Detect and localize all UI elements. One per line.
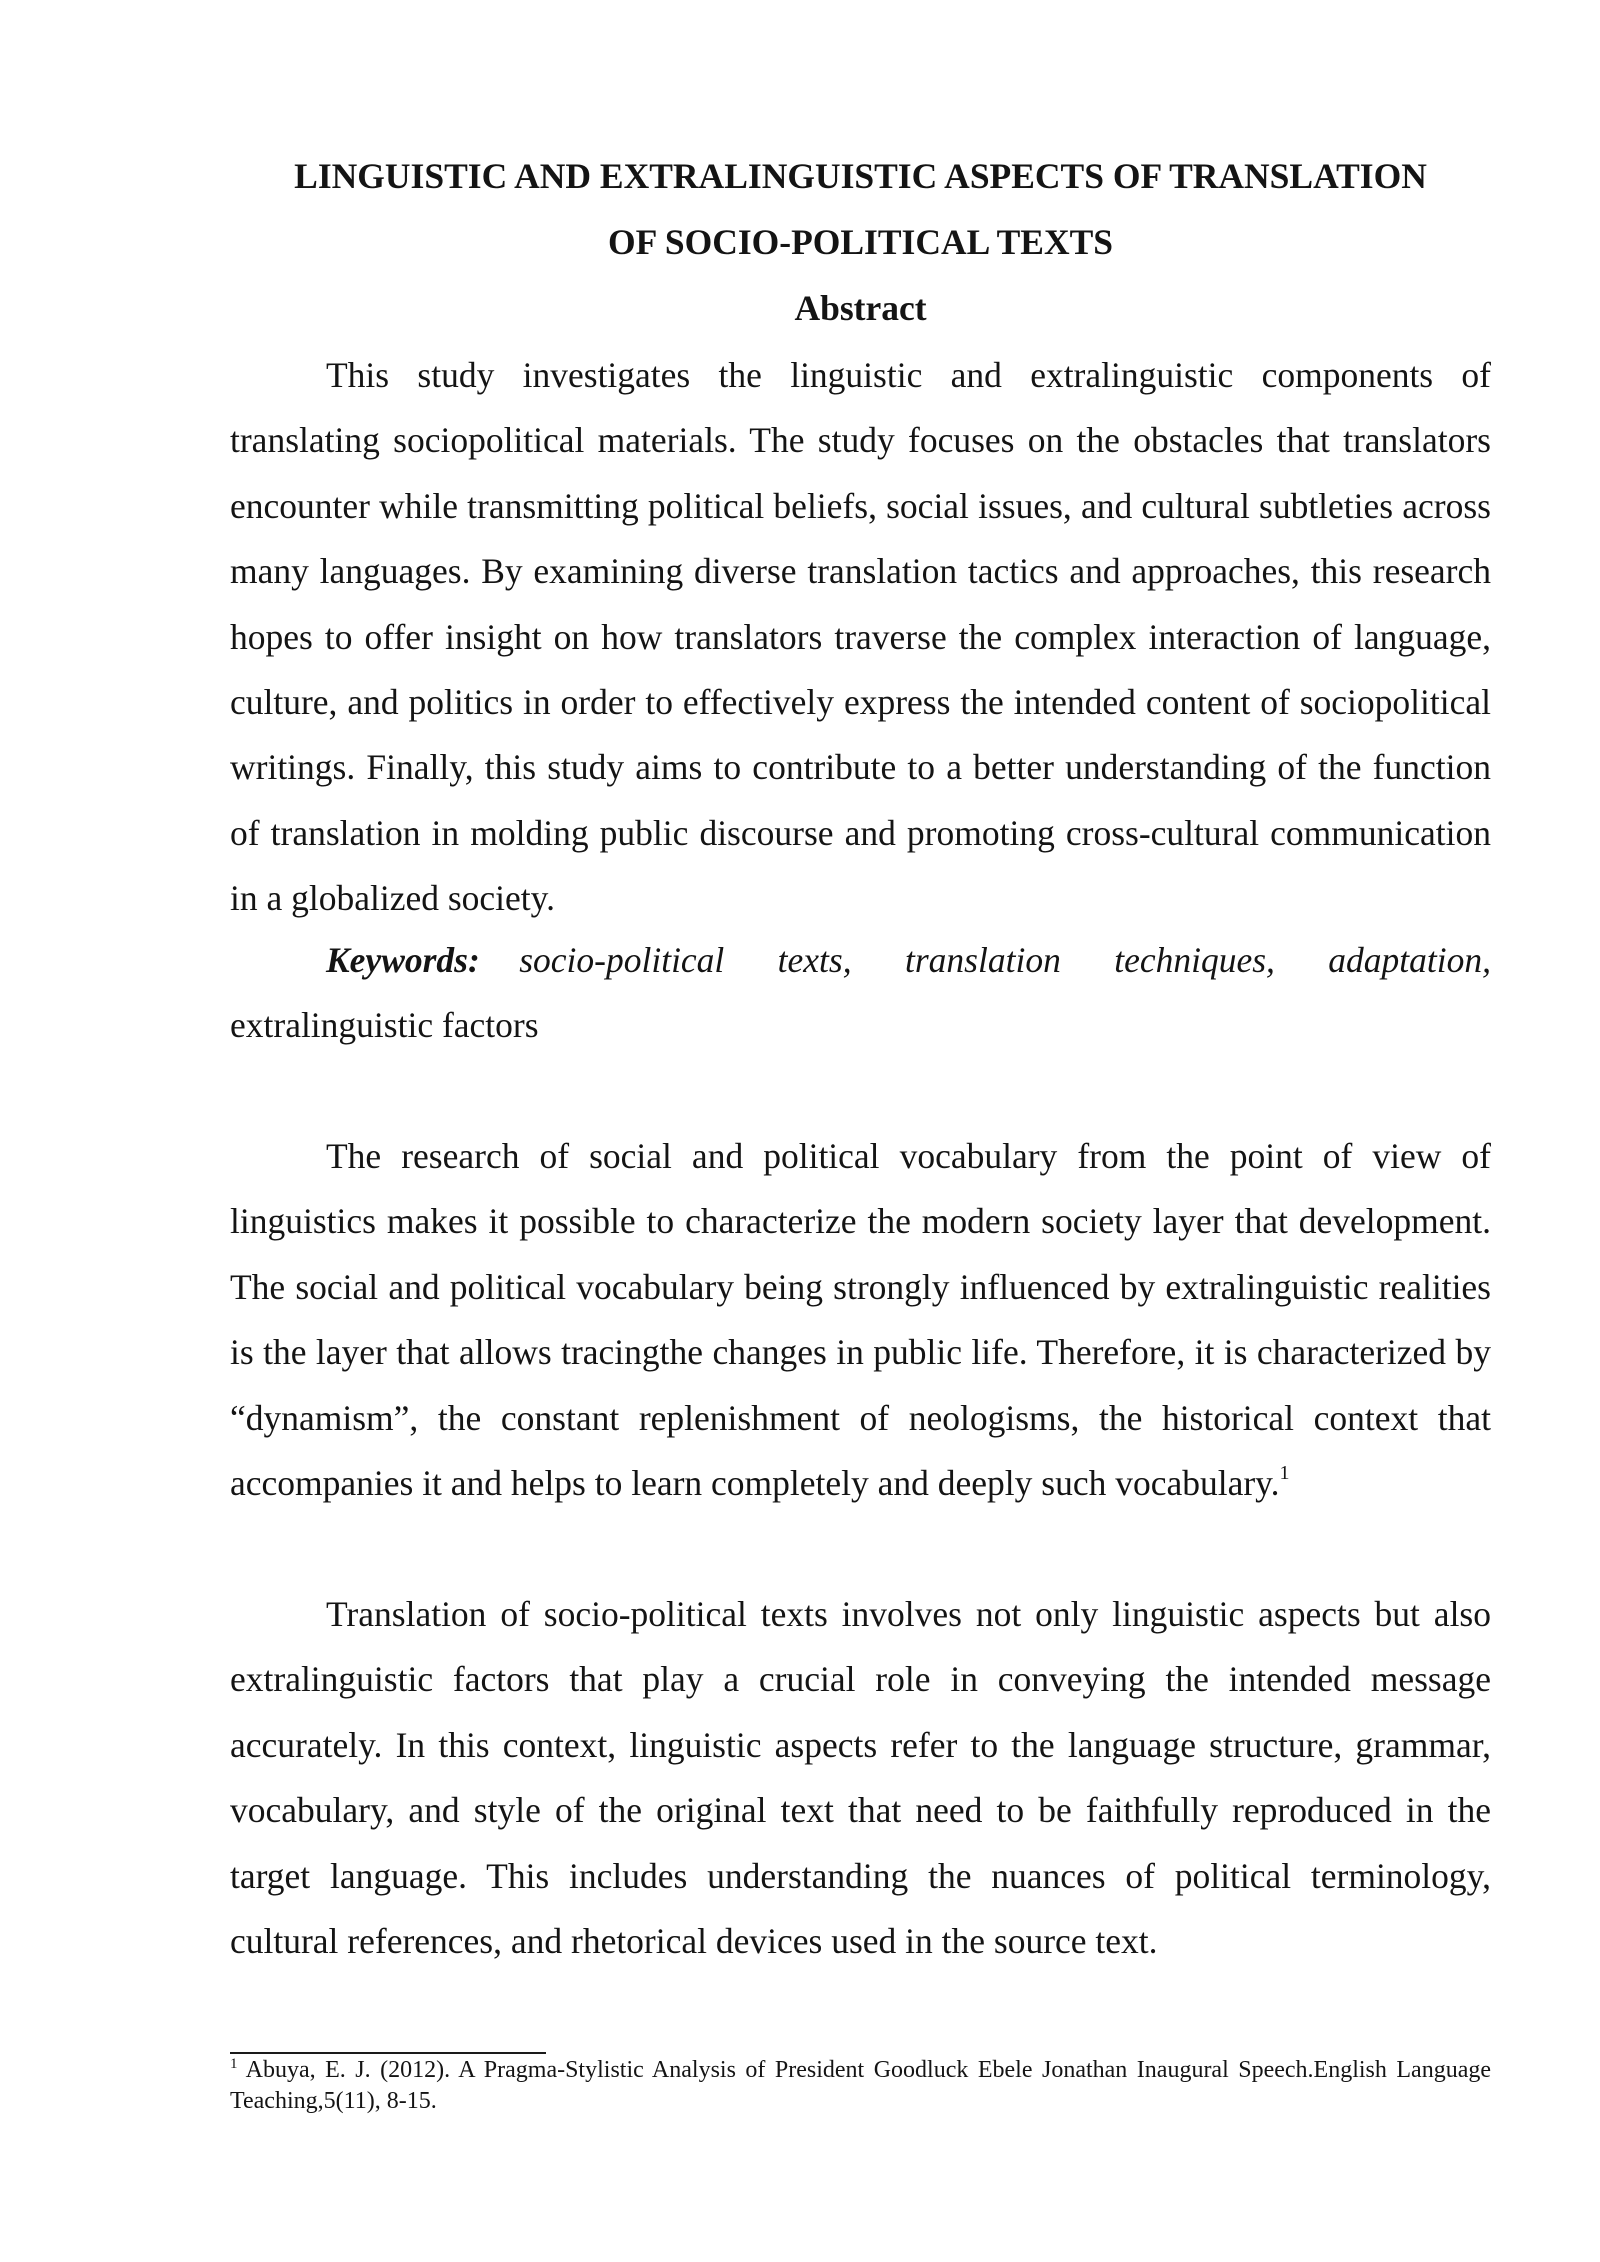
title-line-2: OF SOCIO-POLITICAL TEXTS	[607, 222, 1114, 262]
body-paragraph-1	[230, 1124, 1491, 1516]
keywords-paragraph	[230, 928, 1491, 1059]
footnote-text: Abuya, E. J. (2012). A Pragma-Stylistic Analysis of President Goodluck Ebele Jonathan Inaugural Speech.English Language Teaching,5(11), 8-15.	[230, 2057, 1491, 2114]
keywords-italic-terms: socio-political texts, translation techniques, adaptation,	[519, 940, 1491, 980]
body-paragraph-2: Translation of socio-political texts involves not only linguistic aspects but also extralinguistic factors that play a crucial role in conveying the intended message accurately. In this context, linguistic aspects refer to the language structure, grammar, vocabulary, and style of the original text that need to be faithfully reproduced in the target language. This includes understanding the nuances of political terminology, cultural references, and rhetorical devices used in the source text.	[230, 1594, 1491, 1962]
footnote-separator	[230, 2052, 546, 2054]
keywords-label: Keywords:	[326, 940, 480, 980]
abstract-text: This study investigates the linguistic and extralinguistic components of translating sociopolitical materials. The study focuses on the obstacles that translators encounter while transmitting political beliefs, social issues, and cultural subtleties across many languages. By examining diverse translation tactics and approaches, this research hopes to offer insight on how translators traverse the complex interaction of language, culture, and politics in order to effectively express the intended content of sociopolitical writings. Finally, this study aims to contribute to a better understanding of the function of translation in molding public discourse and promoting cross-cultural communication in a globalized society.	[230, 355, 1491, 919]
keywords-plain-terms: extralinguistic factors	[230, 1005, 539, 1046]
paper-title	[230, 143, 1491, 275]
footnote-number: 1	[230, 2056, 238, 2072]
title-line-1: LINGUISTIC AND EXTRALINGUISTIC ASPECTS OF TRANSLATION	[294, 156, 1427, 196]
footnote	[230, 2055, 1491, 2117]
footnote-reference[interactable]: 1	[1279, 1462, 1290, 1485]
body-paragraph-1-text: The research of social and political vocabulary from the point of view of linguistics makes it possible to characterize the modern society layer that development. The social and political vocabulary being strongly influenced by extralinguistic realities is the layer that allows tracingthe changes in public life. Therefore, it is characterized by “dynamism”, the constant replenishment of neologisms, the historical context that accompanies it and helps to learn completely and deeply such vocabulary.	[230, 1136, 1491, 1504]
abstract-heading: Abstract	[794, 288, 927, 328]
